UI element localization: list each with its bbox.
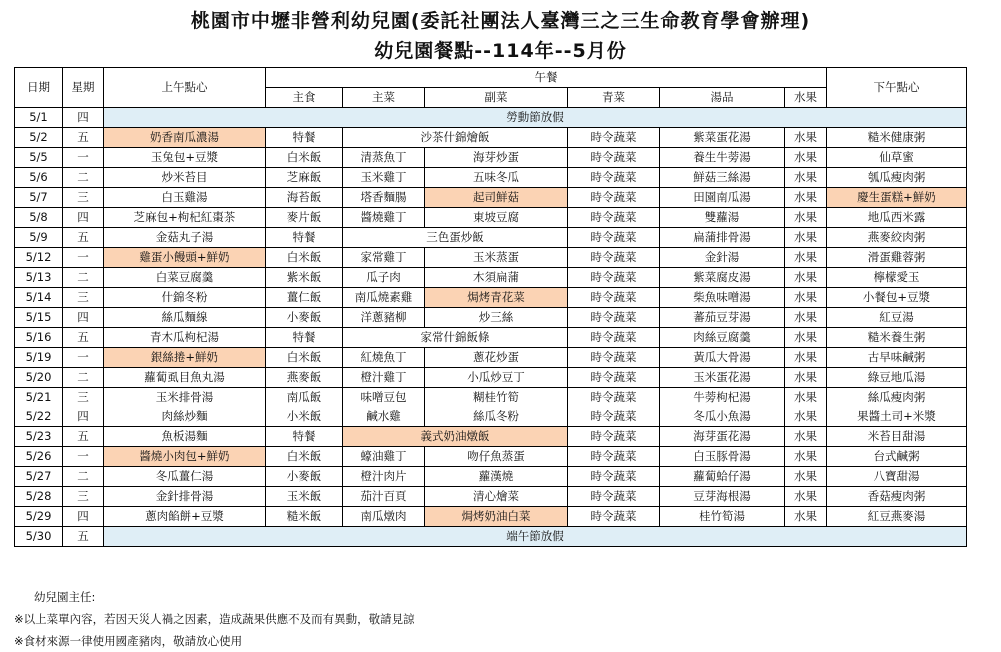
main-dish-cell: 家常雞丁 — [343, 248, 425, 268]
header-fruit: 水果 — [785, 88, 827, 108]
date-cell: 5/26 — [15, 447, 63, 467]
morning-snack-cell: 醬燒小肉包+鮮奶 — [104, 447, 266, 467]
weekday-cell: 三 — [63, 487, 104, 507]
staple-cell: 小米飯 — [266, 407, 343, 427]
soup-cell: 玉米蛋花湯 — [660, 368, 785, 388]
menu-row — [15, 288, 967, 308]
menu-row — [15, 128, 967, 148]
menu-row — [15, 348, 967, 368]
soup-cell: 養生牛蒡湯 — [660, 148, 785, 168]
fruit-cell: 水果 — [785, 168, 827, 188]
main-dish-cell: 蠔油雞丁 — [343, 447, 425, 467]
staple-cell: 海苔飯 — [266, 188, 343, 208]
soup-cell: 田園南瓜湯 — [660, 188, 785, 208]
main-dish-cell: 醬燒雞丁 — [343, 208, 425, 228]
lunch-special-cell: 三色蛋炒飯 — [343, 228, 568, 248]
menu-row — [15, 248, 967, 268]
main-dish-cell: 茄汁百頁 — [343, 487, 425, 507]
date-cell: 5/19 — [15, 348, 63, 368]
menu-row — [15, 308, 967, 328]
soup-cell: 冬瓜小魚湯 — [660, 407, 785, 427]
date-cell: 5/13 — [15, 268, 63, 288]
weekday-cell: 五 — [63, 228, 104, 248]
notes — [14, 586, 415, 652]
side-dish-cell: 起司鮮菇 — [425, 188, 568, 208]
afternoon-snack-cell: 台式鹹粥 — [827, 447, 967, 467]
morning-snack-cell: 奶香南瓜濃湯 — [104, 128, 266, 148]
date-cell: 5/1 — [15, 108, 63, 128]
weekday-cell: 一 — [63, 248, 104, 268]
fruit-cell: 水果 — [785, 447, 827, 467]
morning-snack-cell: 白玉雞湯 — [104, 188, 266, 208]
vegetable-cell: 時令蔬菜 — [568, 248, 660, 268]
side-dish-cell: 五味冬瓜 — [425, 168, 568, 188]
header-weekday: 星期 — [63, 68, 104, 108]
morning-snack-cell: 玉米排骨湯 — [104, 388, 266, 408]
menu-row — [15, 268, 967, 288]
morning-snack-cell: 金菇丸子湯 — [104, 228, 266, 248]
side-dish-cell: 小瓜炒豆丁 — [425, 368, 568, 388]
fruit-cell: 水果 — [785, 487, 827, 507]
staple-cell: 玉米飯 — [266, 487, 343, 507]
vegetable-cell: 時令蔬菜 — [568, 388, 660, 408]
afternoon-snack-cell: 絲瓜瘦肉粥 — [827, 388, 967, 408]
morning-snack-cell: 金針排骨湯 — [104, 487, 266, 507]
date-cell: 5/14 — [15, 288, 63, 308]
staple-cell: 白米飯 — [266, 447, 343, 467]
menu-row — [15, 447, 967, 467]
weekday-cell: 四 — [63, 407, 104, 427]
header-staple: 主食 — [266, 88, 343, 108]
vegetable-cell: 時令蔬菜 — [568, 328, 660, 348]
date-cell: 5/7 — [15, 188, 63, 208]
weekday-cell: 五 — [63, 128, 104, 148]
date-cell: 5/6 — [15, 168, 63, 188]
vegetable-cell: 時令蔬菜 — [568, 447, 660, 467]
fruit-cell: 水果 — [785, 188, 827, 208]
staple-cell: 白米飯 — [266, 148, 343, 168]
menu-row — [15, 168, 967, 188]
menu-row — [15, 108, 967, 128]
weekday-cell: 一 — [63, 348, 104, 368]
weekday-cell: 四 — [63, 507, 104, 527]
soup-cell: 牛蒡枸杞湯 — [660, 388, 785, 408]
staple-cell: 特餐 — [266, 328, 343, 348]
staple-cell: 南瓜飯 — [266, 388, 343, 408]
afternoon-snack-cell: 八寶甜湯 — [827, 467, 967, 487]
soup-cell: 黃瓜大骨湯 — [660, 348, 785, 368]
vegetable-cell: 時令蔬菜 — [568, 427, 660, 447]
staple-cell: 白米飯 — [266, 348, 343, 368]
vegetable-cell: 時令蔬菜 — [568, 128, 660, 148]
staple-cell: 小麥飯 — [266, 467, 343, 487]
soup-cell: 豆芽海根湯 — [660, 487, 785, 507]
menu-row — [15, 208, 967, 228]
fruit-cell: 水果 — [785, 368, 827, 388]
morning-snack-cell: 雞蛋小饅頭+鮮奶 — [104, 248, 266, 268]
vegetable-cell: 時令蔬菜 — [568, 348, 660, 368]
weekday-cell: 二 — [63, 467, 104, 487]
weekday-cell: 二 — [63, 368, 104, 388]
weekday-cell: 四 — [63, 208, 104, 228]
date-cell: 5/29 — [15, 507, 63, 527]
staple-cell: 薑仁飯 — [266, 288, 343, 308]
soup-cell: 雙蘿湯 — [660, 208, 785, 228]
side-dish-cell: 木須扁蒲 — [425, 268, 568, 288]
fruit-cell: 水果 — [785, 388, 827, 408]
lunch-special-cell: 義式奶油燉飯 — [343, 427, 568, 447]
fruit-cell: 水果 — [785, 348, 827, 368]
main-dish-cell: 瓜子肉 — [343, 268, 425, 288]
header-morning-snack: 上午點心 — [104, 68, 266, 108]
main-dish-cell: 南瓜燒素雞 — [343, 288, 425, 308]
vegetable-cell: 時令蔬菜 — [568, 208, 660, 228]
soup-cell: 鮮菇三絲湯 — [660, 168, 785, 188]
staple-cell: 小麥飯 — [266, 308, 343, 328]
date-cell: 5/8 — [15, 208, 63, 228]
date-cell: 5/12 — [15, 248, 63, 268]
soup-cell: 蘿蔔蛤仔湯 — [660, 467, 785, 487]
weekday-cell: 三 — [63, 188, 104, 208]
fruit-cell: 水果 — [785, 268, 827, 288]
menu-row — [15, 487, 967, 507]
main-dish-cell: 南瓜燉肉 — [343, 507, 425, 527]
date-cell: 5/16 — [15, 328, 63, 348]
soup-cell: 紫菜腐皮湯 — [660, 268, 785, 288]
main-dish-cell: 塔香麵腸 — [343, 188, 425, 208]
soup-cell: 紫菜蛋花湯 — [660, 128, 785, 148]
date-cell: 5/23 — [15, 427, 63, 447]
fruit-cell: 水果 — [785, 288, 827, 308]
side-dish-cell: 焗烤青花菜 — [425, 288, 568, 308]
staple-cell: 特餐 — [266, 128, 343, 148]
weekday-cell: 二 — [63, 168, 104, 188]
morning-snack-cell: 玉兔包+豆漿 — [104, 148, 266, 168]
weekday-cell: 五 — [63, 328, 104, 348]
afternoon-snack-cell: 慶生蛋糕+鮮奶 — [827, 188, 967, 208]
afternoon-snack-cell: 糙米養生粥 — [827, 328, 967, 348]
afternoon-snack-cell: 小餐包+豆漿 — [827, 288, 967, 308]
date-cell: 5/5 — [15, 148, 63, 168]
weekday-cell: 四 — [63, 108, 104, 128]
morning-snack-cell: 什錦冬粉 — [104, 288, 266, 308]
side-dish-cell: 糊桂竹筍 — [425, 388, 568, 408]
vegetable-cell: 時令蔬菜 — [568, 507, 660, 527]
weekday-cell: 一 — [63, 447, 104, 467]
soup-cell: 金針湯 — [660, 248, 785, 268]
menu-row — [15, 407, 967, 427]
soup-cell: 蕃茄豆芽湯 — [660, 308, 785, 328]
weekday-cell: 三 — [63, 288, 104, 308]
side-dish-cell: 蘿漢燒 — [425, 467, 568, 487]
morning-snack-cell: 肉絲炒麵 — [104, 407, 266, 427]
afternoon-snack-cell: 滑蛋雞蓉粥 — [827, 248, 967, 268]
morning-snack-cell: 絲瓜麵線 — [104, 308, 266, 328]
menu-row — [15, 328, 967, 348]
afternoon-snack-cell: 紅豆湯 — [827, 308, 967, 328]
side-dish-cell: 蔥花炒蛋 — [425, 348, 568, 368]
afternoon-snack-cell: 綠豆地瓜湯 — [827, 368, 967, 388]
side-dish-cell: 海芽炒蛋 — [425, 148, 568, 168]
vegetable-cell: 時令蔬菜 — [568, 288, 660, 308]
date-cell: 5/21 — [15, 388, 63, 408]
afternoon-snack-cell: 地瓜西米露 — [827, 208, 967, 228]
staple-cell: 特餐 — [266, 427, 343, 447]
soup-cell: 扁蒲排骨湯 — [660, 228, 785, 248]
vegetable-cell: 時令蔬菜 — [568, 368, 660, 388]
side-dish-cell: 東坡豆腐 — [425, 208, 568, 228]
note-pork-source: ※食材來源一律使用國產豬肉，敬請放心使用 — [14, 634, 243, 648]
weekday-cell: 二 — [63, 268, 104, 288]
morning-snack-cell: 芝麻包+枸杞紅棗茶 — [104, 208, 266, 228]
fruit-cell: 水果 — [785, 148, 827, 168]
date-cell: 5/22 — [15, 407, 63, 427]
menu-row — [15, 467, 967, 487]
fruit-cell: 水果 — [785, 228, 827, 248]
staple-cell: 燕麥飯 — [266, 368, 343, 388]
weekday-cell: 五 — [63, 527, 104, 547]
staple-cell: 紫米飯 — [266, 268, 343, 288]
staple-cell: 白米飯 — [266, 248, 343, 268]
main-dish-cell: 味噌豆包 — [343, 388, 425, 408]
note-director: 幼兒園主任: — [34, 590, 96, 604]
header-main-dish: 主菜 — [343, 88, 425, 108]
morning-snack-cell: 魚板湯麵 — [104, 427, 266, 447]
staple-cell: 芝麻飯 — [266, 168, 343, 188]
main-dish-cell: 洋蔥豬柳 — [343, 308, 425, 328]
morning-snack-cell: 冬瓜薑仁湯 — [104, 467, 266, 487]
note-disclaimer: ※以上菜單內容，若因天災人禍之因素，造成蔬果供應不及而有異動，敬請見諒 — [14, 612, 415, 626]
side-dish-cell: 吻仔魚蒸蛋 — [425, 447, 568, 467]
menu-row — [15, 148, 967, 168]
fruit-cell: 水果 — [785, 507, 827, 527]
header-side-dish: 副菜 — [425, 88, 568, 108]
weekday-cell: 一 — [63, 148, 104, 168]
afternoon-snack-cell: 古早味鹹粥 — [827, 348, 967, 368]
afternoon-snack-cell: 香菇瘦肉粥 — [827, 487, 967, 507]
side-dish-cell: 絲瓜冬粉 — [425, 407, 568, 427]
main-dish-cell: 紅燒魚丁 — [343, 348, 425, 368]
menu-row — [15, 388, 967, 408]
lunch-special-cell: 沙茶什錦燴飯 — [343, 128, 568, 148]
main-dish-cell: 橙汁雞丁 — [343, 368, 425, 388]
date-cell: 5/15 — [15, 308, 63, 328]
soup-cell: 肉絲豆腐羹 — [660, 328, 785, 348]
menu-row — [15, 368, 967, 388]
afternoon-snack-cell: 燕麥絞肉粥 — [827, 228, 967, 248]
menu-table — [14, 67, 967, 547]
afternoon-snack-cell: 瓠瓜瘦肉粥 — [827, 168, 967, 188]
morning-snack-cell: 炒米苔目 — [104, 168, 266, 188]
afternoon-snack-cell: 仙草蜜 — [827, 148, 967, 168]
soup-cell: 海芽蛋花湯 — [660, 427, 785, 447]
menu-row — [15, 188, 967, 208]
weekday-cell: 三 — [63, 388, 104, 408]
vegetable-cell: 時令蔬菜 — [568, 268, 660, 288]
menu-row — [15, 527, 967, 547]
header-lunch: 午餐 — [266, 68, 827, 88]
staple-cell: 特餐 — [266, 228, 343, 248]
fruit-cell: 水果 — [785, 328, 827, 348]
side-dish-cell: 炒三絲 — [425, 308, 568, 328]
header-afternoon-snack: 下午點心 — [827, 68, 967, 108]
main-dish-cell: 橙汁肉片 — [343, 467, 425, 487]
staple-cell: 糙米飯 — [266, 507, 343, 527]
vegetable-cell: 時令蔬菜 — [568, 487, 660, 507]
fruit-cell: 水果 — [785, 427, 827, 447]
fruit-cell: 水果 — [785, 467, 827, 487]
date-cell: 5/2 — [15, 128, 63, 148]
side-dish-cell: 焗烤奶油白菜 — [425, 507, 568, 527]
vegetable-cell: 時令蔬菜 — [568, 188, 660, 208]
header-vegetable: 青菜 — [568, 88, 660, 108]
main-dish-cell: 玉米雞丁 — [343, 168, 425, 188]
date-cell: 5/28 — [15, 487, 63, 507]
afternoon-snack-cell: 果醬土司+米漿 — [827, 407, 967, 427]
weekday-cell: 五 — [63, 427, 104, 447]
fruit-cell: 水果 — [785, 128, 827, 148]
side-dish-cell: 清心燴菜 — [425, 487, 568, 507]
vegetable-cell: 時令蔬菜 — [568, 308, 660, 328]
soup-cell: 桂竹筍湯 — [660, 507, 785, 527]
holiday-cell: 勞動節放假 — [104, 108, 967, 128]
date-cell: 5/27 — [15, 467, 63, 487]
weekday-cell: 四 — [63, 308, 104, 328]
soup-cell: 柴魚味噌湯 — [660, 288, 785, 308]
menu-row — [15, 427, 967, 447]
side-dish-cell: 玉米蒸蛋 — [425, 248, 568, 268]
main-dish-cell: 清蒸魚丁 — [343, 148, 425, 168]
afternoon-snack-cell: 檸檬愛玉 — [827, 268, 967, 288]
date-cell: 5/9 — [15, 228, 63, 248]
main-dish-cell: 鹹水雞 — [343, 407, 425, 427]
header-date: 日期 — [15, 68, 63, 108]
menu-row — [15, 507, 967, 527]
morning-snack-cell: 白菜豆腐羹 — [104, 268, 266, 288]
morning-snack-cell: 蔥肉餡餅+豆漿 — [104, 507, 266, 527]
lunch-special-cell: 家常什錦飯條 — [343, 328, 568, 348]
fruit-cell: 水果 — [785, 208, 827, 228]
vegetable-cell: 時令蔬菜 — [568, 467, 660, 487]
header-soup: 湯品 — [660, 88, 785, 108]
vegetable-cell: 時令蔬菜 — [568, 148, 660, 168]
vegetable-cell: 時令蔬菜 — [568, 407, 660, 427]
morning-snack-cell: 銀絲捲+鮮奶 — [104, 348, 266, 368]
soup-cell: 白玉豚骨湯 — [660, 447, 785, 467]
menu-row — [15, 228, 967, 248]
morning-snack-cell: 蘿蔔虱目魚丸湯 — [104, 368, 266, 388]
date-cell: 5/20 — [15, 368, 63, 388]
page-subtitle: 幼兒園餐點--114年--5月份 — [374, 40, 627, 62]
afternoon-snack-cell: 米苔目甜湯 — [827, 427, 967, 447]
vegetable-cell: 時令蔬菜 — [568, 228, 660, 248]
date-cell: 5/30 — [15, 527, 63, 547]
vegetable-cell: 時令蔬菜 — [568, 168, 660, 188]
holiday-cell: 端午節放假 — [104, 527, 967, 547]
fruit-cell: 水果 — [785, 407, 827, 427]
staple-cell: 麥片飯 — [266, 208, 343, 228]
fruit-cell: 水果 — [785, 248, 827, 268]
afternoon-snack-cell: 糙米健康粥 — [827, 128, 967, 148]
page-title: 桃園市中壢非營利幼兒園(委託社團法人臺灣三之三生命教育學會辦理) — [190, 10, 811, 32]
morning-snack-cell: 青木瓜枸杞湯 — [104, 328, 266, 348]
fruit-cell: 水果 — [785, 308, 827, 328]
afternoon-snack-cell: 紅豆燕麥湯 — [827, 507, 967, 527]
